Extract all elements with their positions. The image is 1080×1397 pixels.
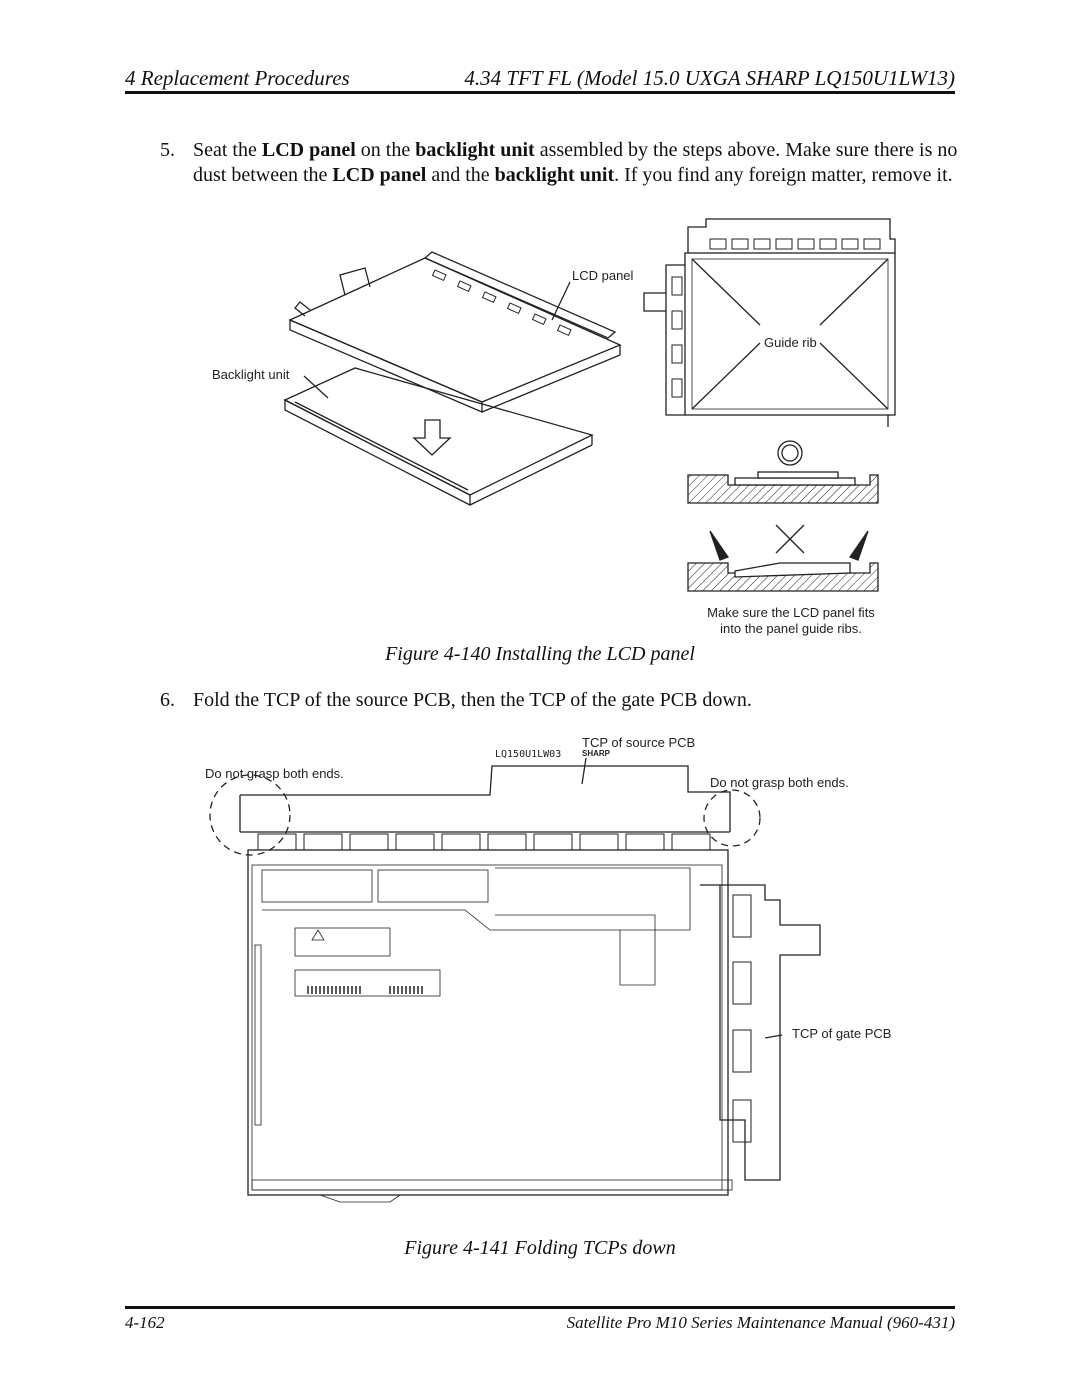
label-note-line1: Make sure the LCD panel fits: [707, 605, 875, 620]
label-grasp-right: Do not grasp both ends.: [710, 775, 849, 790]
step-text: Seat the LCD panel on the backlight unit assembled by the steps above. Make sure there is no dust between the LCD panel and the backlight unit. If you find any foreign matter, remove it.: [193, 139, 958, 186]
page-header: [125, 66, 955, 92]
step-text: Fold the TCP of the source PCB, then the TCP of the gate PCB down.: [193, 689, 752, 711]
footer-rule: [125, 1306, 955, 1309]
header-rule: [125, 91, 955, 94]
panel-top-view-diagram: [640, 215, 905, 430]
guide-rib-cross-section-diagram: [680, 435, 890, 600]
tcp-folding-diagram: [200, 740, 840, 1210]
figure-141-caption: Figure 4-141 Folding TCPs down: [404, 1237, 676, 1259]
header-section: 4 Replacement Procedures: [125, 66, 350, 90]
page-number: 4-162: [125, 1313, 165, 1332]
figure-140-caption: Figure 4-140 Installing the LCD panel: [385, 643, 695, 665]
label-note-line2: into the panel guide ribs.: [720, 621, 862, 636]
manual-title: Satellite Pro M10 Series Maintenance Manual (960-431): [566, 1313, 955, 1332]
step-number: 6.: [160, 689, 175, 711]
label-grasp-left: Do not grasp both ends.: [205, 766, 344, 781]
label-brand: SHARP: [582, 749, 611, 758]
label-lcd-panel: LCD panel: [572, 268, 634, 283]
label-backlight-unit: Backlight unit: [212, 367, 290, 382]
step-number: 5.: [160, 139, 175, 161]
label-model: LQ150U1LW03: [495, 749, 562, 760]
label-tcp-gate: TCP of gate PCB: [792, 1026, 892, 1041]
label-tcp-source: TCP of source PCB: [582, 735, 696, 750]
label-guide-rib: Guide rib: [764, 335, 817, 350]
header-title: 4.34 TFT FL (Model 15.0 UXGA SHARP LQ150U1LW13): [464, 66, 955, 90]
